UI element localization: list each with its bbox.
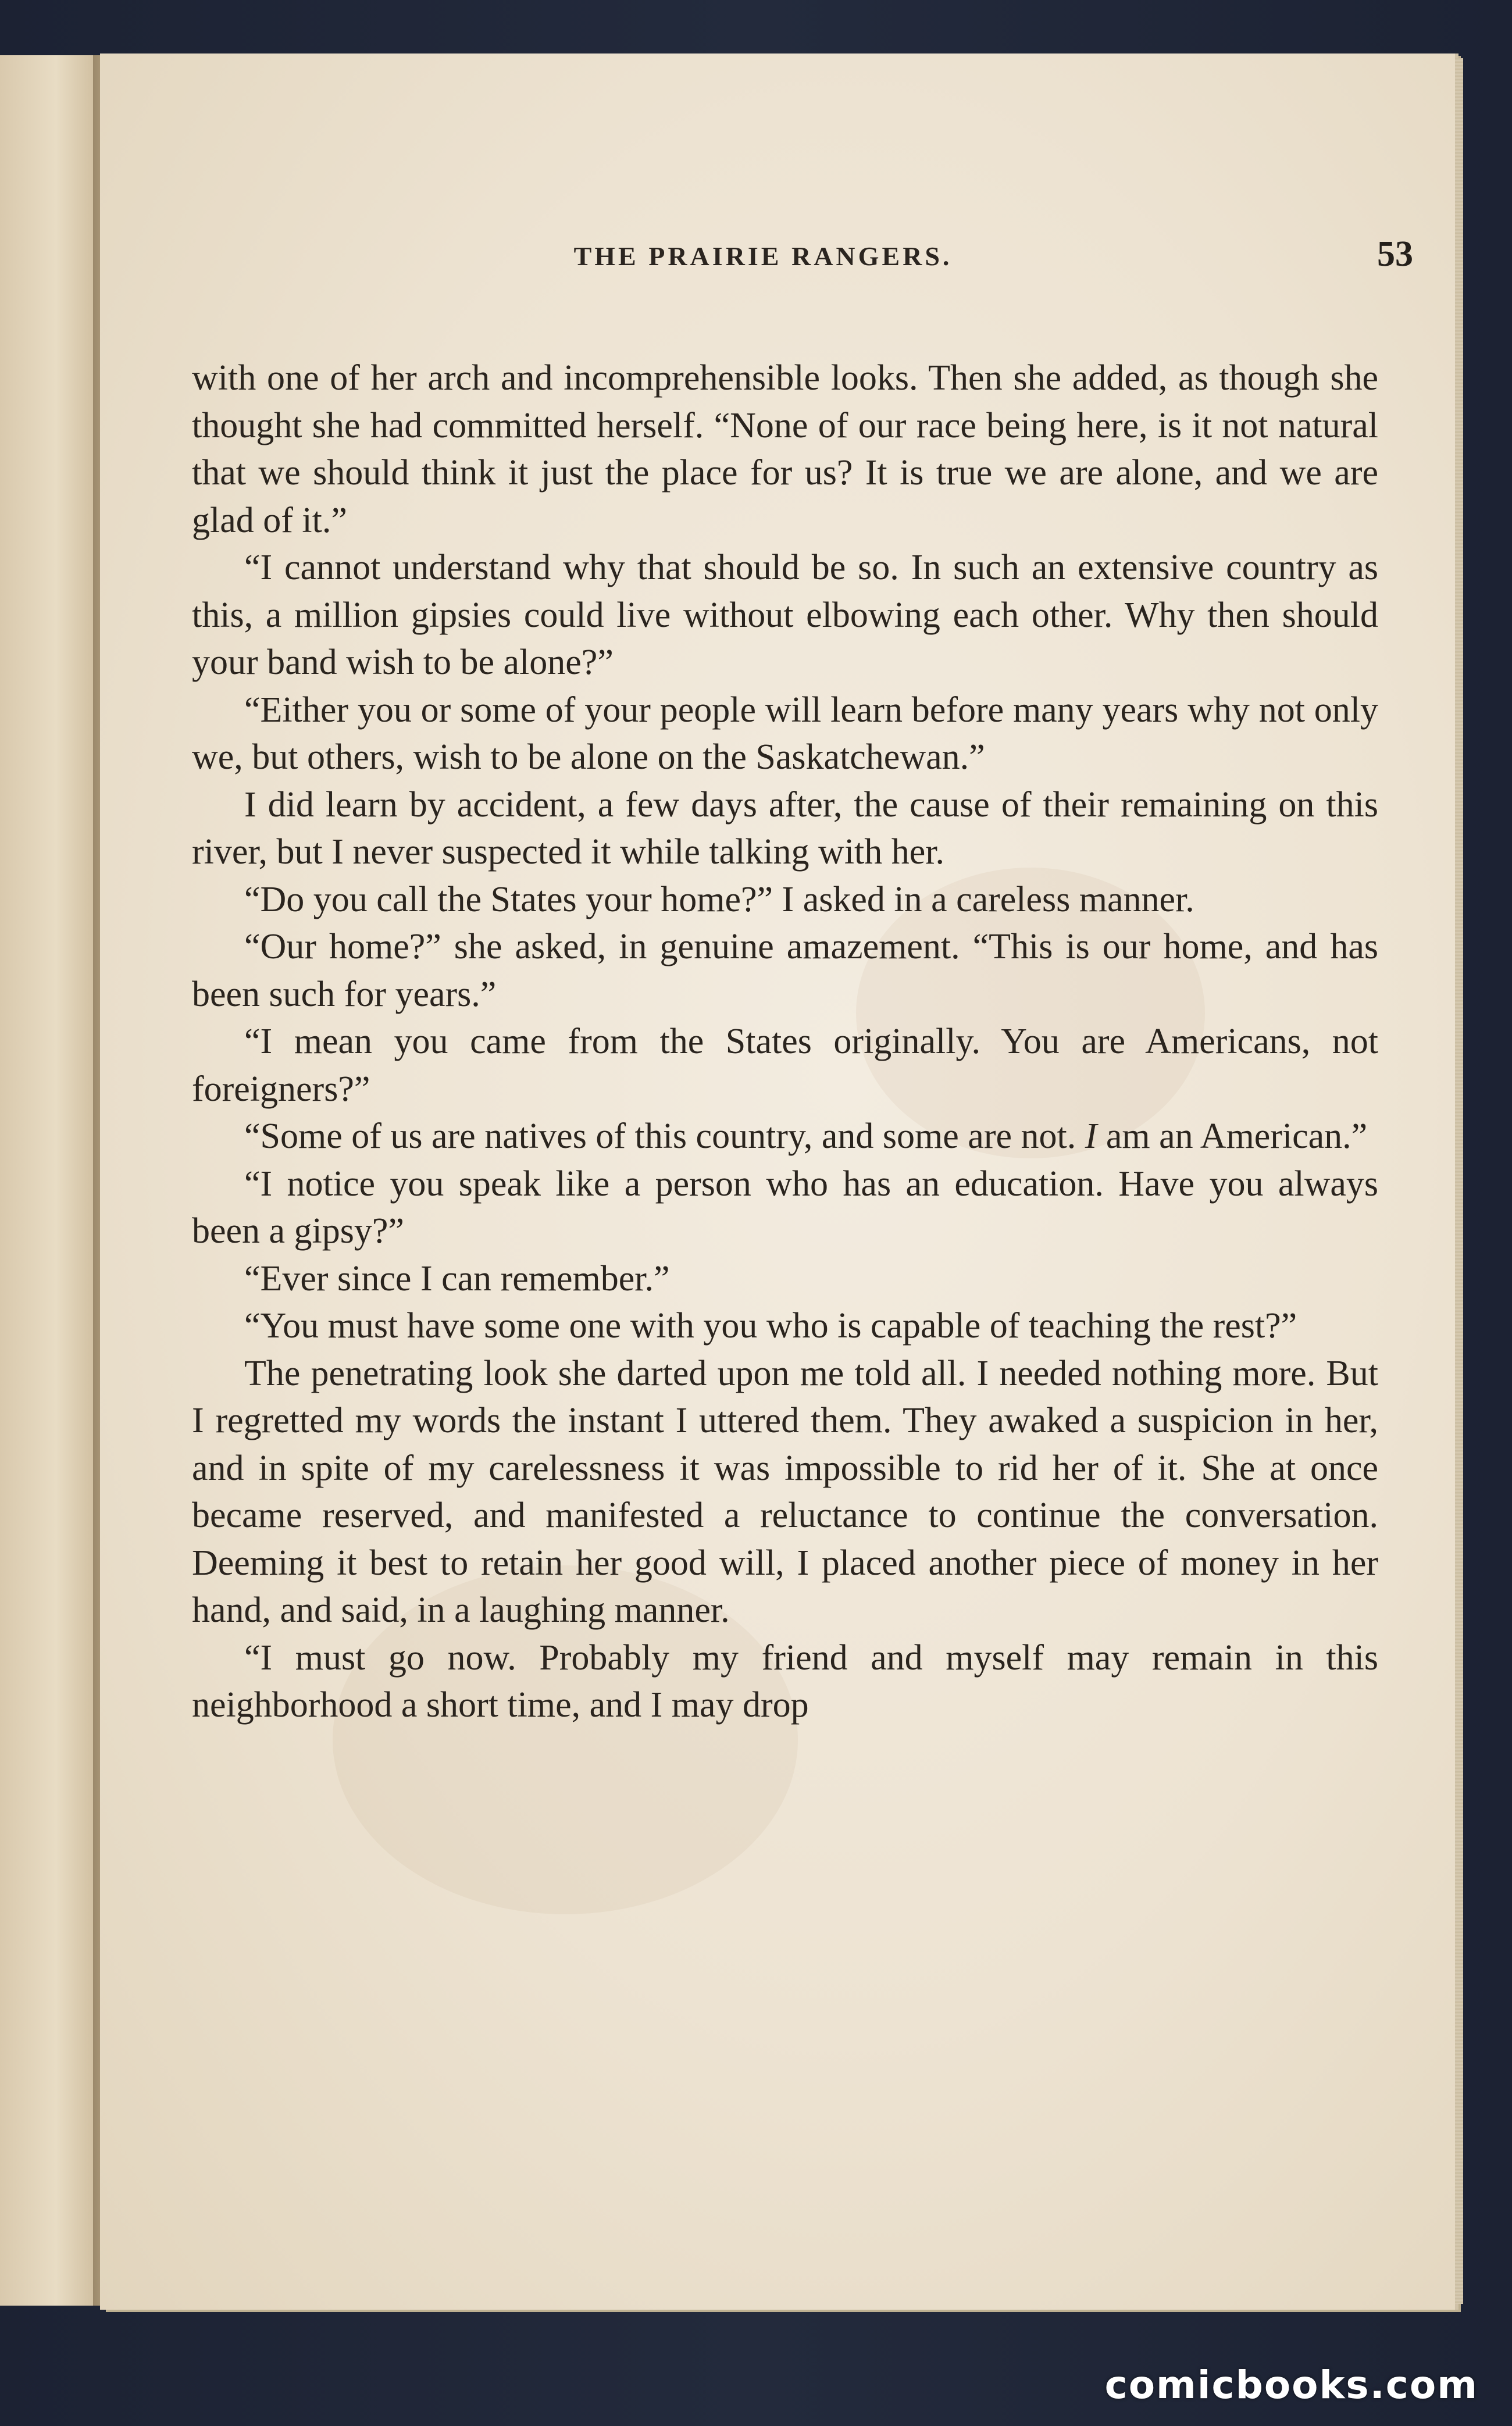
- paragraph-5: “Do you call the States your home?” I asked in a careless manner.: [244, 879, 1194, 919]
- body-text: [192, 355, 1378, 1729]
- paragraph-3: “Either you or some of your people will learn before many years why not only we, but others, wish to be alone on the Saskatchewan.”: [192, 690, 1378, 777]
- paragraph-8-tail: am an American.”: [1097, 1116, 1368, 1156]
- running-header: [100, 234, 1455, 293]
- paragraph-10: “Ever since I can remember.”: [244, 1258, 670, 1298]
- paragraph-9: “I notice you speak like a person who has an education. Have you always been a gipsy?”: [192, 1164, 1378, 1251]
- paragraph-7: “I mean you came from the States originally. You are Americans, not foreigners?”: [192, 1022, 1378, 1109]
- paragraph-8-text: “Some of us are natives of this country, and some are not.: [244, 1116, 1076, 1156]
- paragraph-13: “I must go now. Probably my friend and myself may remain in this neighborhood a short time, and I may drop: [192, 1637, 1378, 1725]
- page-stack-edge: [1455, 58, 1463, 2304]
- left-page-edge: [0, 55, 104, 2306]
- paragraph-4: I did learn by accident, a few days after, the cause of their remaining on this river, but I never suspected it while talking with her.: [192, 784, 1378, 872]
- book-page: [100, 53, 1455, 2310]
- paragraph-11: “You must have some one with you who is capable of teaching the rest?”: [244, 1306, 1297, 1346]
- page-number: 53: [1377, 234, 1413, 274]
- paragraph-6: “Our home?” she asked, in genuine amazement. “This is our home, and has been such for years.”: [192, 927, 1378, 1014]
- paragraph-12: The penetrating look she darted upon me told all. I needed nothing more. But I regretted my words the instant I uttered them. They awaked a suspicion in her, and in spite of my carelessness it was impossible to rid her of it. She at once became reserved, and manifested a reluctance to continue the conversation. Deeming it best to retain her good will, I placed another piece of money in her hand, and said, in a laughing manner.: [192, 1353, 1378, 1630]
- italic-pronoun: I: [1085, 1116, 1097, 1156]
- paragraph-8: [192, 1113, 1378, 1161]
- paragraph-1: with one of her arch and incomprehensible looks. Then she added, as though she thought she had committed herself. “None of our race being here, is it not natural that we should think it just the place for us? It is true we are alone, and we are glad of it.”: [192, 358, 1378, 540]
- watermark: comicbooks.com: [1104, 2363, 1478, 2407]
- paragraph-2: “I cannot understand why that should be so. In such an extensive country as this, a million gipsies could live without elbowing each other. Why then should your band wish to be alone?”: [192, 548, 1378, 682]
- running-title: THE PRAIRIE RANGERS.: [573, 241, 953, 271]
